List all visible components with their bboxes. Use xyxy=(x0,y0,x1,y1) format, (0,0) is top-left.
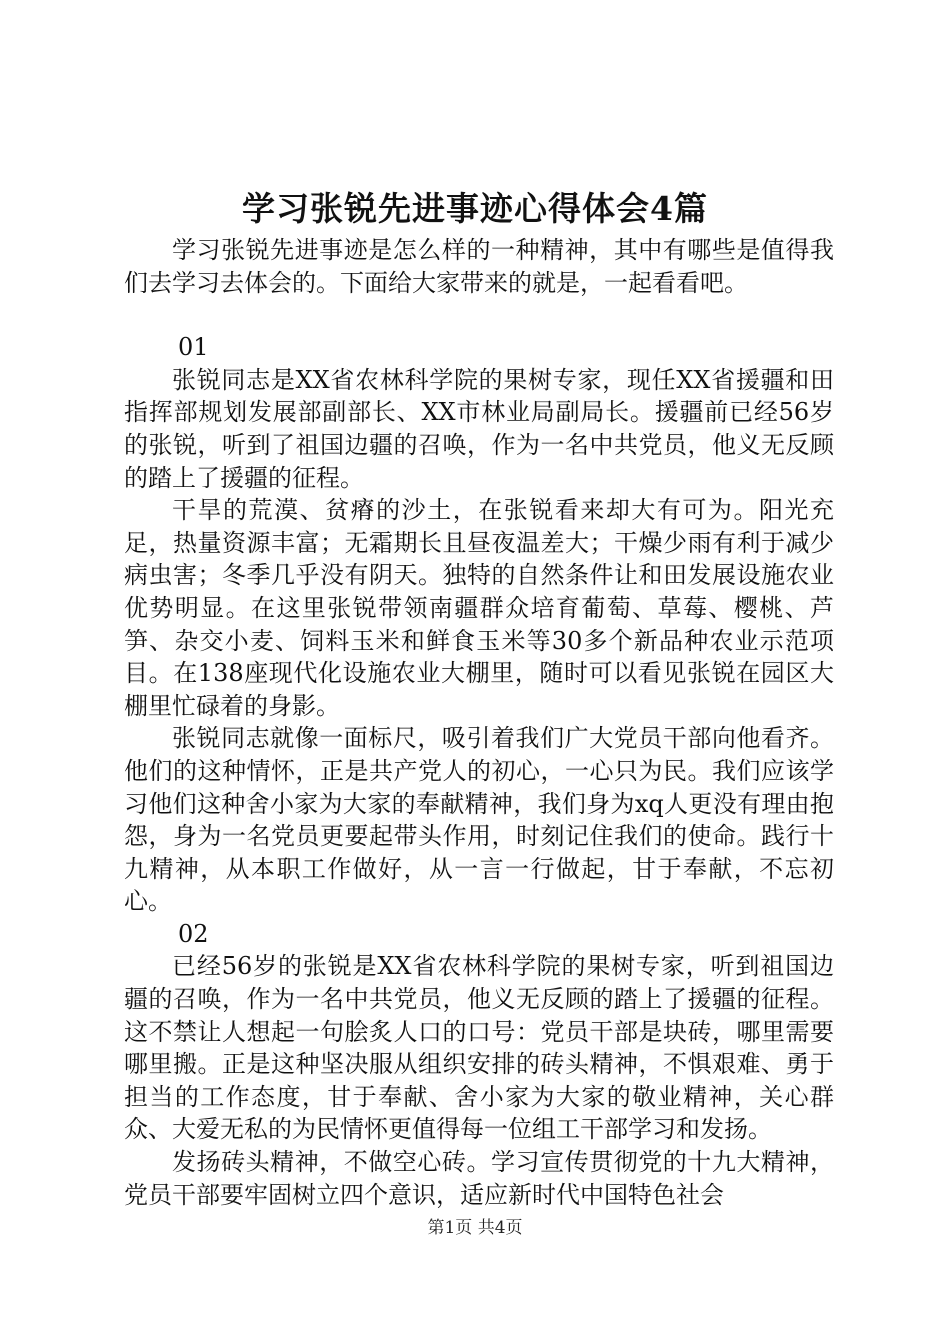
page-footer: 第1页 共4页 xyxy=(427,1218,523,1238)
section-number: 02 xyxy=(178,919,209,948)
body-paragraph: 张锐同志就像一面标尺，吸引着我们广大党员干部向他看齐。他们的这种情怀，正是共产党人的初心，一心只为民。我们应该学习他们这种舍小家为大家的奉献精神，我们身为xq人更没有理由抱怨，身为一名党员更要起带头作用，时刻记住我们的使命。践行十九精神，从本职工作做好，从一言一行做起，甘于奉献，不忘初心。 xyxy=(124,724,834,916)
body-paragraph: 已经56岁的张锐是XX省农林科学院的果树专家，听到祖国边疆的召唤，作为一名中共党员，他义无反顾的踏上了援疆的征程。这不禁让人想起一句脍炙人口的口号：党员干部是块砖，哪里需要哪里搬。正是这种坚决服从组织安排的砖头精神，不惧艰难、勇于担当的工作态度，甘于奉献、舍小家为大家的敬业精神，关心群众、大爱无私的为民情怀更值得每一位组工干部学习和发扬。 xyxy=(124,952,834,1144)
section-02 xyxy=(124,918,834,1211)
document-body xyxy=(124,234,834,1211)
body-paragraph: 发扬砖头精神，不做空心砖。学习宣传贯彻党的十九大精神，党员干部要牢固树立四个意识，适应新时代中国特色社会 xyxy=(124,1148,834,1209)
section-01 xyxy=(124,331,834,918)
section-number: 01 xyxy=(178,333,209,362)
body-paragraph: 干旱的荒漠、贫瘠的沙土，在张锐看来却大有可为。阳光充足，热量资源丰富；无霜期长且昼夜温差大；干燥少雨有利于减少病虫害；冬季几乎没有阴天。独特的自然条件让和田发展设施农业优势明显。在这里张锐带领南疆群众培育葡萄、草莓、樱桃、芦笋、杂交小麦、饲料玉米和鲜食玉米等30多个新品种农业示范项目。在138座现代化设施农业大棚里，随时可以看见张锐在园区大棚里忙碌着的身影。 xyxy=(124,496,834,720)
document-title: 学习张锐先进事迹心得体会4篇 xyxy=(242,189,708,228)
intro-paragraph: 学习张锐先进事迹是怎么样的一种精神，其中有哪些是值得我们去学习去体会的。下面给大家带来的就是，一起看看吧。 xyxy=(124,236,834,297)
body-paragraph: 张锐同志是XX省农林科学院的果树专家，现任XX省援疆和田指挥部规划发展部副部长、XX市林业局副局长。援疆前已经56岁的张锐，听到了祖国边疆的召唤，作为一名中共党员，他义无反顾的踏上了援疆的征程。 xyxy=(124,365,834,492)
